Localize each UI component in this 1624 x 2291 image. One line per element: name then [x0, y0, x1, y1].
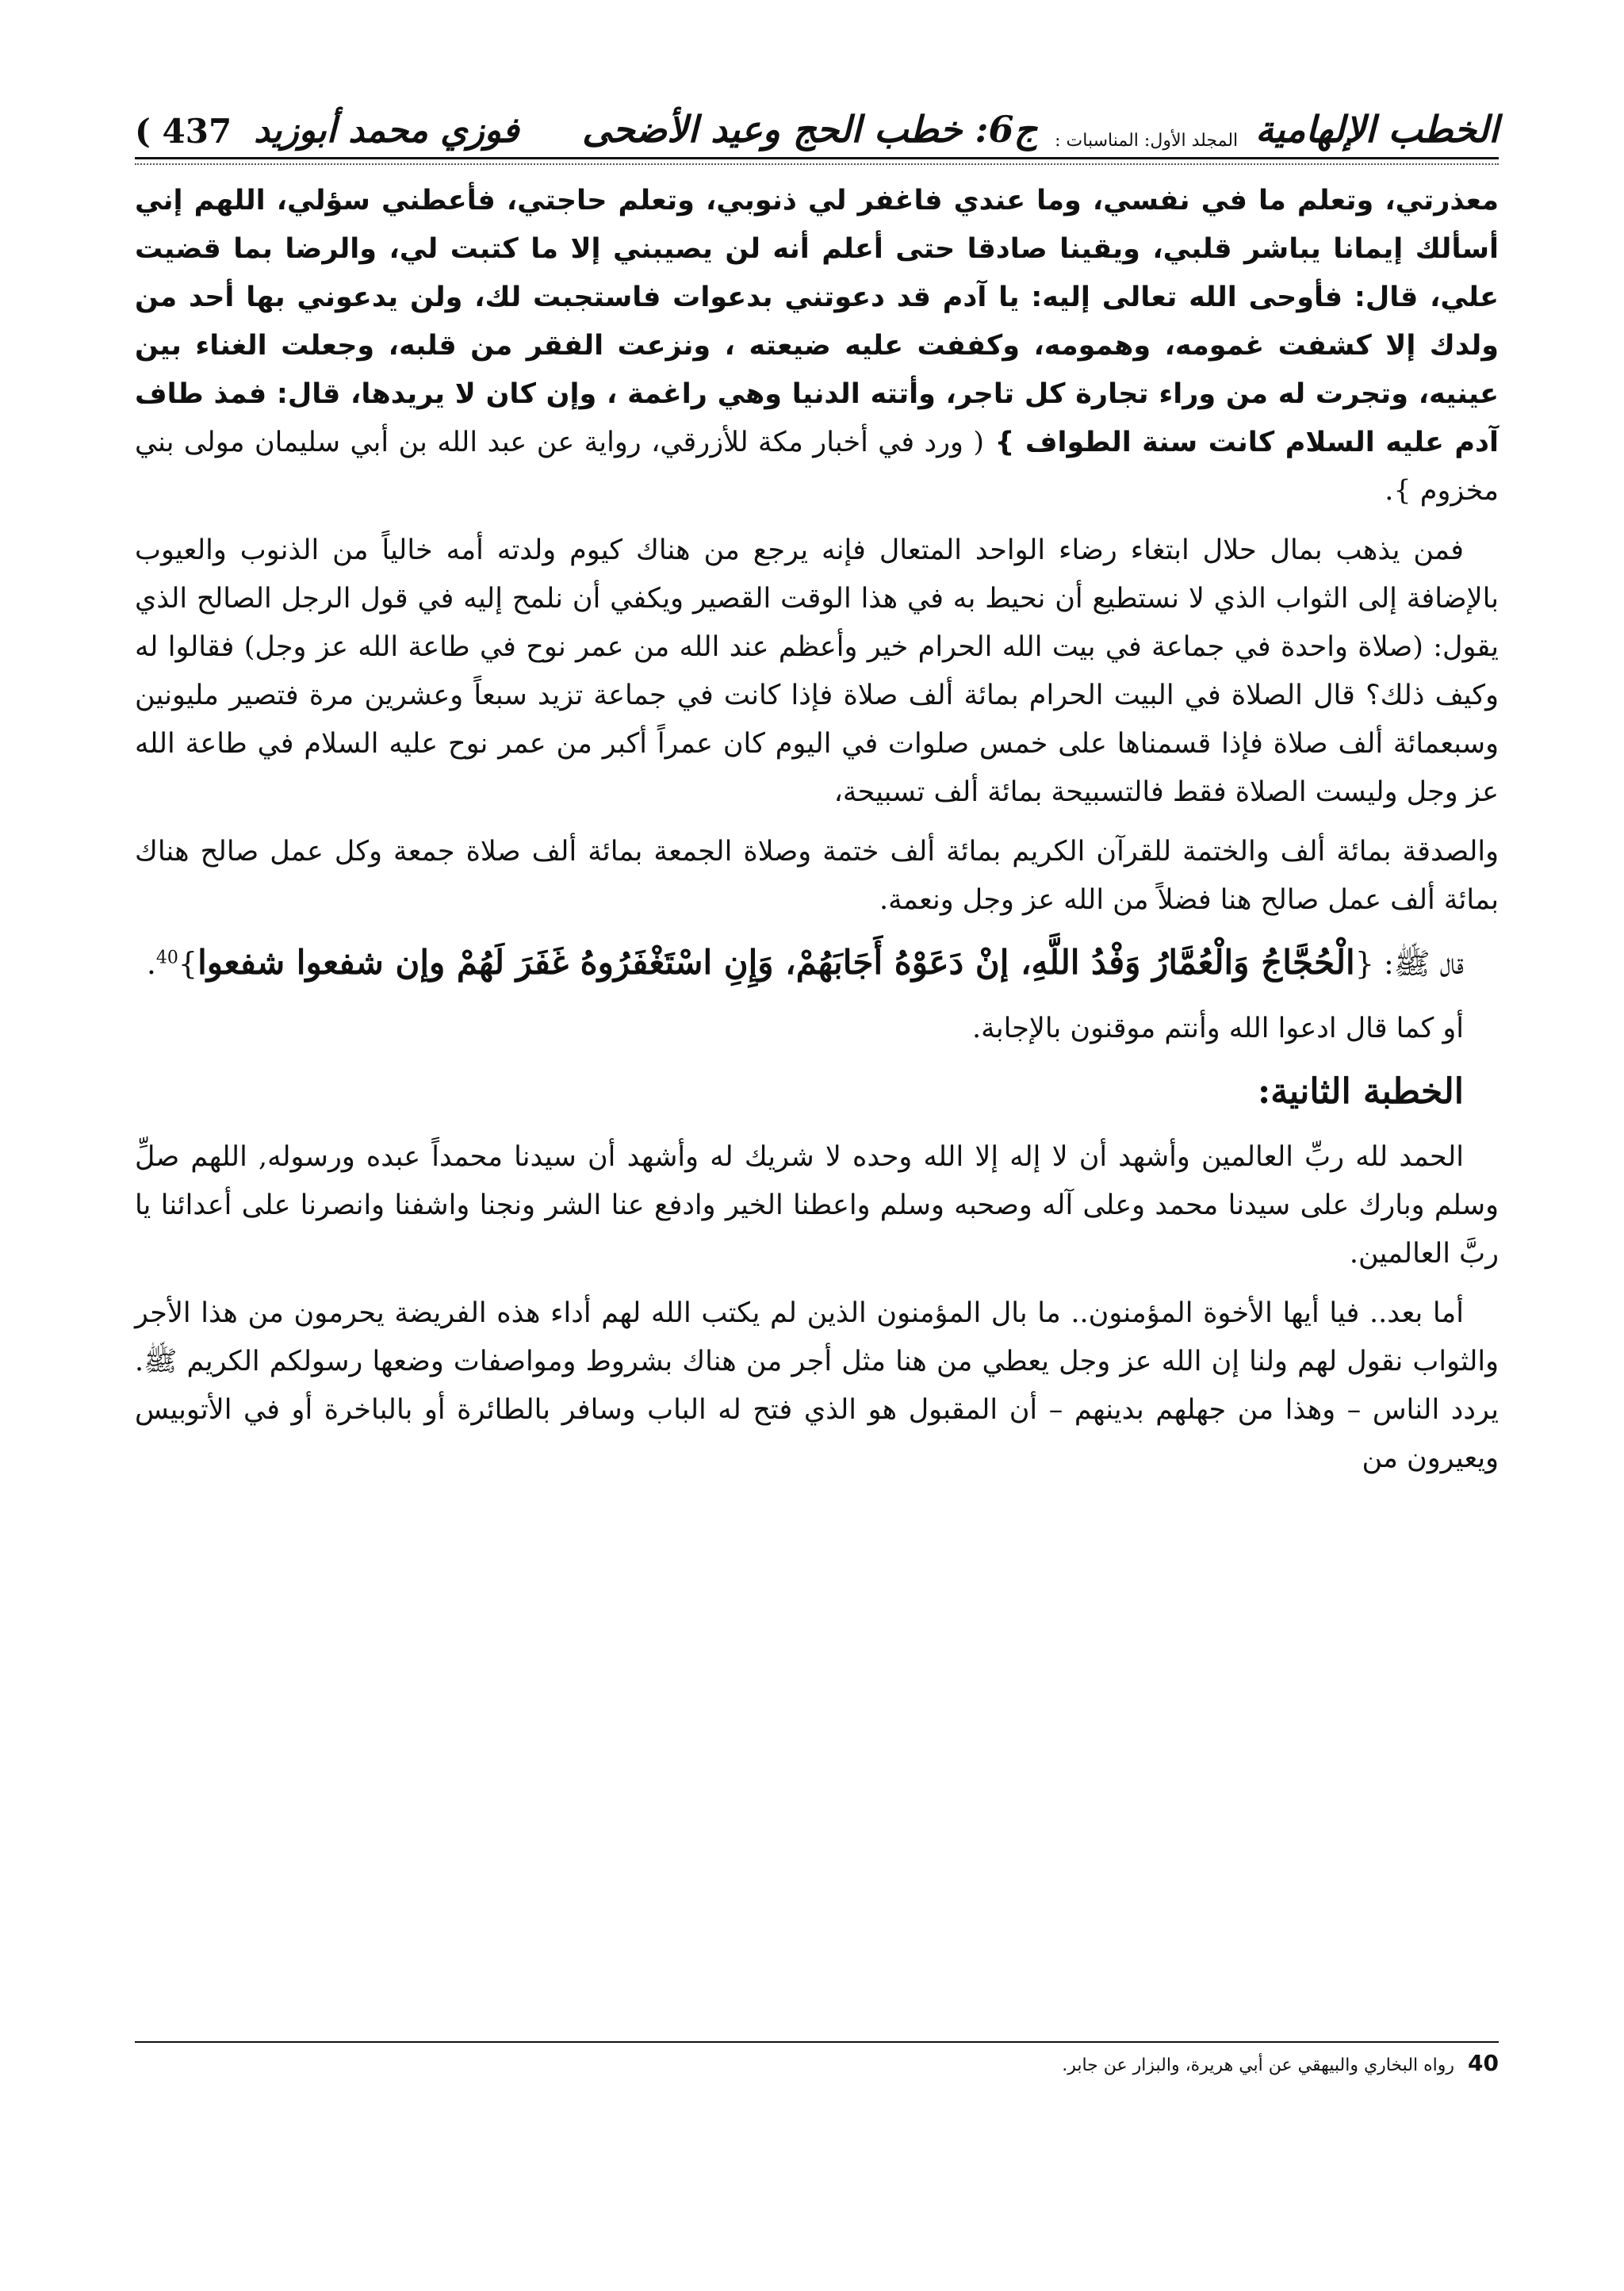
header-dotted-rule — [135, 163, 1499, 165]
footnote-ref: 40 — [155, 948, 178, 968]
hadith-intro: قال ﷺ: { — [1354, 946, 1464, 981]
footnote — [135, 2050, 1499, 2079]
part-label: ج6: خطب الحج وعيد الأضحى — [582, 108, 1038, 151]
footnote-number: 40 — [1468, 2050, 1499, 2076]
hadith-close: } — [178, 946, 198, 981]
page-body — [135, 177, 1499, 1483]
section-title: الخطبة الثانية: — [1258, 1071, 1464, 1112]
page-header — [135, 79, 1499, 159]
opening-source: ( ورد في أخبار مكة للأزرقي، رواية عن عبد الله بن أبي سليمان مولى بني مخزوم }. — [135, 427, 1499, 507]
paragraph-3: الحمد لله ربِّ العالمين وأشهد أن لا إله إلا الله وحده لا شريك له وأشهد أن سيدنا محمداً عبده ورسوله, اللهم صلِّ وسلم وبارك على سيدنا محمد وعلى آله وصحبه وسلم واعطنا الخير وادفع عنا الشر ونجنا واشفنا وانصرنا على أعدائنا يا ربَّ العالمين. — [135, 1141, 1499, 1270]
author-name: فوزي محمد أبوزيد — [254, 110, 519, 151]
header-right — [582, 108, 1499, 151]
book-title: الخطب الإلهامية — [1255, 108, 1499, 151]
paragraph-1: فمن يذهب بمال حلال ابتغاء رضاء الواحد المتعال فإنه يرجع من هناك كيوم ولدته أمه خالياً من الذنوب والعيوب بالإضافة إلى الثواب الذي لا نستطيع أن نحيط به في هذا الوقت القصير ويكفي أن نلمح إليه في قول الرجل الصالح الذي يقول: (صلاة واحدة في جماعة في بيت الله الحرام خير وأعظم عند الله من عمر نوح في طاعة الله عز وجل) فقالوا له وكيف ذلك؟ قال الصلاة في البيت الحرام بمائة ألف صلاة فإذا كانت في جماعة تزيد سبعاً وعشرين مرة فتصير مليونين وسبعمائة ألف صلاة فإذا قسمناها على خمس صلوات في اليوم كان عمراً أكبر من عمر نوح عليه السلام في طاعة الله عز وجل وليست الصلاة فقط فالتسبيحة بمائة ألف تسبيحة، — [135, 534, 1499, 808]
paragraph-4: أما بعد.. فيا أيها الأخوة المؤمنون.. ما بال المؤمنون الذين لم يكتب الله لهم أداء هذه الفريضة يحرمون من هذا الأجر والثواب نقول لهم ولنا إن الله عز وجل يعطي من هنا مثل أجر من هناك بشروط ومواصفات وضعها رسولكم الكريم ﷺ. يردد الناس – وهذا من جهلهم بدينهم – أن المقبول هو الذي فتح له الباب وسافر بالطائرة أو بالباخرة أو في الأتوبيس ويعيرون من — [135, 1297, 1499, 1474]
opening-bold-text: معذرتي، وتعلم ما في نفسي، وما عندي فاغفر لي ذنوبي، وتعلم حاجتي، فأعطني سؤلي، اللهم إني أسألك إيمانا يباشر قلبي، ويقينا صادقا حتى أعلم أنه لن يصيبني إلا ما كتبت لي، والرضا بما قضيت علي، قال: فأوحى الله تعالى إليه: يا آدم قد دعوتني بدعوات فاستجبت لك، ولن يدعوني بها أحد من ولدك إلا كشفت غمومه، وهمومه، وكففت عليه ضيعته ، ونزعت الفقر من قلبه، وجعلت الغناء بين عينيه، وتجرت له من وراء تجارة كل تاجر، وأتته الدنيا وهي راغمة ، وإن كان لا يريدها، قال: فمذ طاف آدم عليه السلام كانت سنة الطواف } — [135, 185, 1499, 458]
header-left — [135, 110, 519, 151]
page-number-value: 437 — [162, 112, 232, 151]
footnote-divider — [135, 2041, 1499, 2043]
document-page — [135, 79, 1499, 1494]
paragraph-2: والصدقة بمائة ألف والختمة للقرآن الكريم بمائة ألف ختمة وصلاة الجمعة بمائة ألف صلاة جمعة وكل عمل صالح هناك بمائة ألف عمل صالح هنا فضلاً من الله عز وجل ونعمة. — [135, 836, 1499, 916]
hadith-end: . — [146, 946, 156, 981]
footnote-text: رواه البخاري والبيهقي عن أبي هريرة، والبزار عن جابر. — [1062, 2055, 1455, 2075]
opening-paragraph — [135, 177, 1499, 515]
volume-label: المجلد الأول: المناسبات : — [1055, 131, 1239, 151]
hadith-text: الْحُجَّاجُ وَالْعُمَّارُ وَفْدُ اللَّهِ، إنْ دَعَوْهُ أَجَابَهُمْ، وَإِنِ اسْتَغْفَرُوهُ غَفَرَ لَهُمْ وإن شفعوا شفعوا — [197, 943, 1355, 982]
page-number: ( 437 — [135, 112, 232, 151]
hadith-block — [135, 936, 1499, 990]
closing-line: أو كما قال ادعوا الله وأنتم موقنون بالإجابة. — [971, 1013, 1464, 1044]
